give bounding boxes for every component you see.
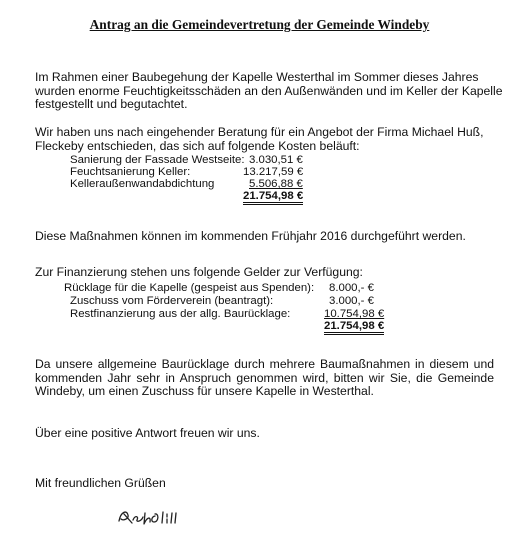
- intro-line: wurden enorme Feuchtigkeitsschäden an den Außenwänden und im Keller der Kapelle: [35, 83, 503, 98]
- cost-label: Sanierung der Fassade Westseite:: [70, 154, 245, 166]
- request-paragraph: [35, 358, 494, 399]
- offer-paragraph: [35, 126, 484, 153]
- financing-amount: 3.000,- €: [329, 295, 374, 307]
- greeting-line: Mit freundlichen Grüßen: [35, 476, 166, 490]
- handwritten-signature: [115, 505, 205, 529]
- document-title: Antrag an die Gemeindevertretung der Gemeinde Windeby: [89, 17, 430, 32]
- offer-line: Wir haben uns nach eingehender Beratung für ein Angebot der Firma Michael Huß,: [35, 125, 484, 139]
- greeting-paragraph: [35, 477, 166, 491]
- financing-amount: 8.000,- €: [329, 282, 374, 294]
- cost-label: Feuchtsanierung Keller:: [70, 166, 191, 178]
- financing-intro-line: Zur Finanzierung stehen uns folgende Gelder zur Verfügung:: [35, 265, 363, 279]
- cost-total: 21.754,98 €: [243, 190, 303, 205]
- cost-amount: 3.030,51 €: [249, 154, 303, 166]
- financing-label: Restfinanzierung aus der allg. Baurücklage:: [70, 308, 291, 320]
- intro-line: festgestellt und begutachtet.: [35, 97, 188, 112]
- intro-line: Im Rahmen einer Baubegehung der Kapelle Westerthal im Sommer dieses Jahres: [35, 70, 479, 84]
- closing-line: Über eine positive Antwort freuen wir uns.: [35, 426, 260, 440]
- financing-intro: [35, 266, 363, 280]
- financing-amount: 10.754,98 €: [324, 308, 385, 320]
- financing-label: Zuschuss vom Förderverein (beantragt):: [70, 295, 274, 307]
- request-line: kommenden Jahr sehr in Anspruch genommen wird, bitten wir Sie, die Gemeinde: [35, 370, 494, 385]
- schedule-paragraph: [35, 230, 466, 244]
- request-line: Windeby, um einen Zuschuss für unsere Kapelle in Westerthal.: [35, 384, 374, 399]
- financing-total: 21.754,98 €: [324, 320, 384, 335]
- cost-amount: 13.217,59 €: [243, 166, 304, 178]
- cost-amount: 5.506,88 €: [249, 178, 303, 190]
- offer-line: Fleckeby entschieden, das sich auf folgende Kosten beläuft:: [35, 138, 360, 153]
- cost-label: Kelleraußenwandabdichtung: [70, 178, 215, 190]
- intro-paragraph: [35, 71, 502, 112]
- financing-label: Rücklage für die Kapelle (gespeist aus Spenden):: [64, 282, 315, 294]
- request-line: Da unsere allgemeine Baurücklage durch mehrere Baumaßnahmen in diesem und: [35, 357, 494, 371]
- schedule-line: Diese Maßnahmen können im kommenden Frühjahr 2016 durchgeführt werden.: [35, 229, 466, 243]
- closing-paragraph: [35, 427, 260, 441]
